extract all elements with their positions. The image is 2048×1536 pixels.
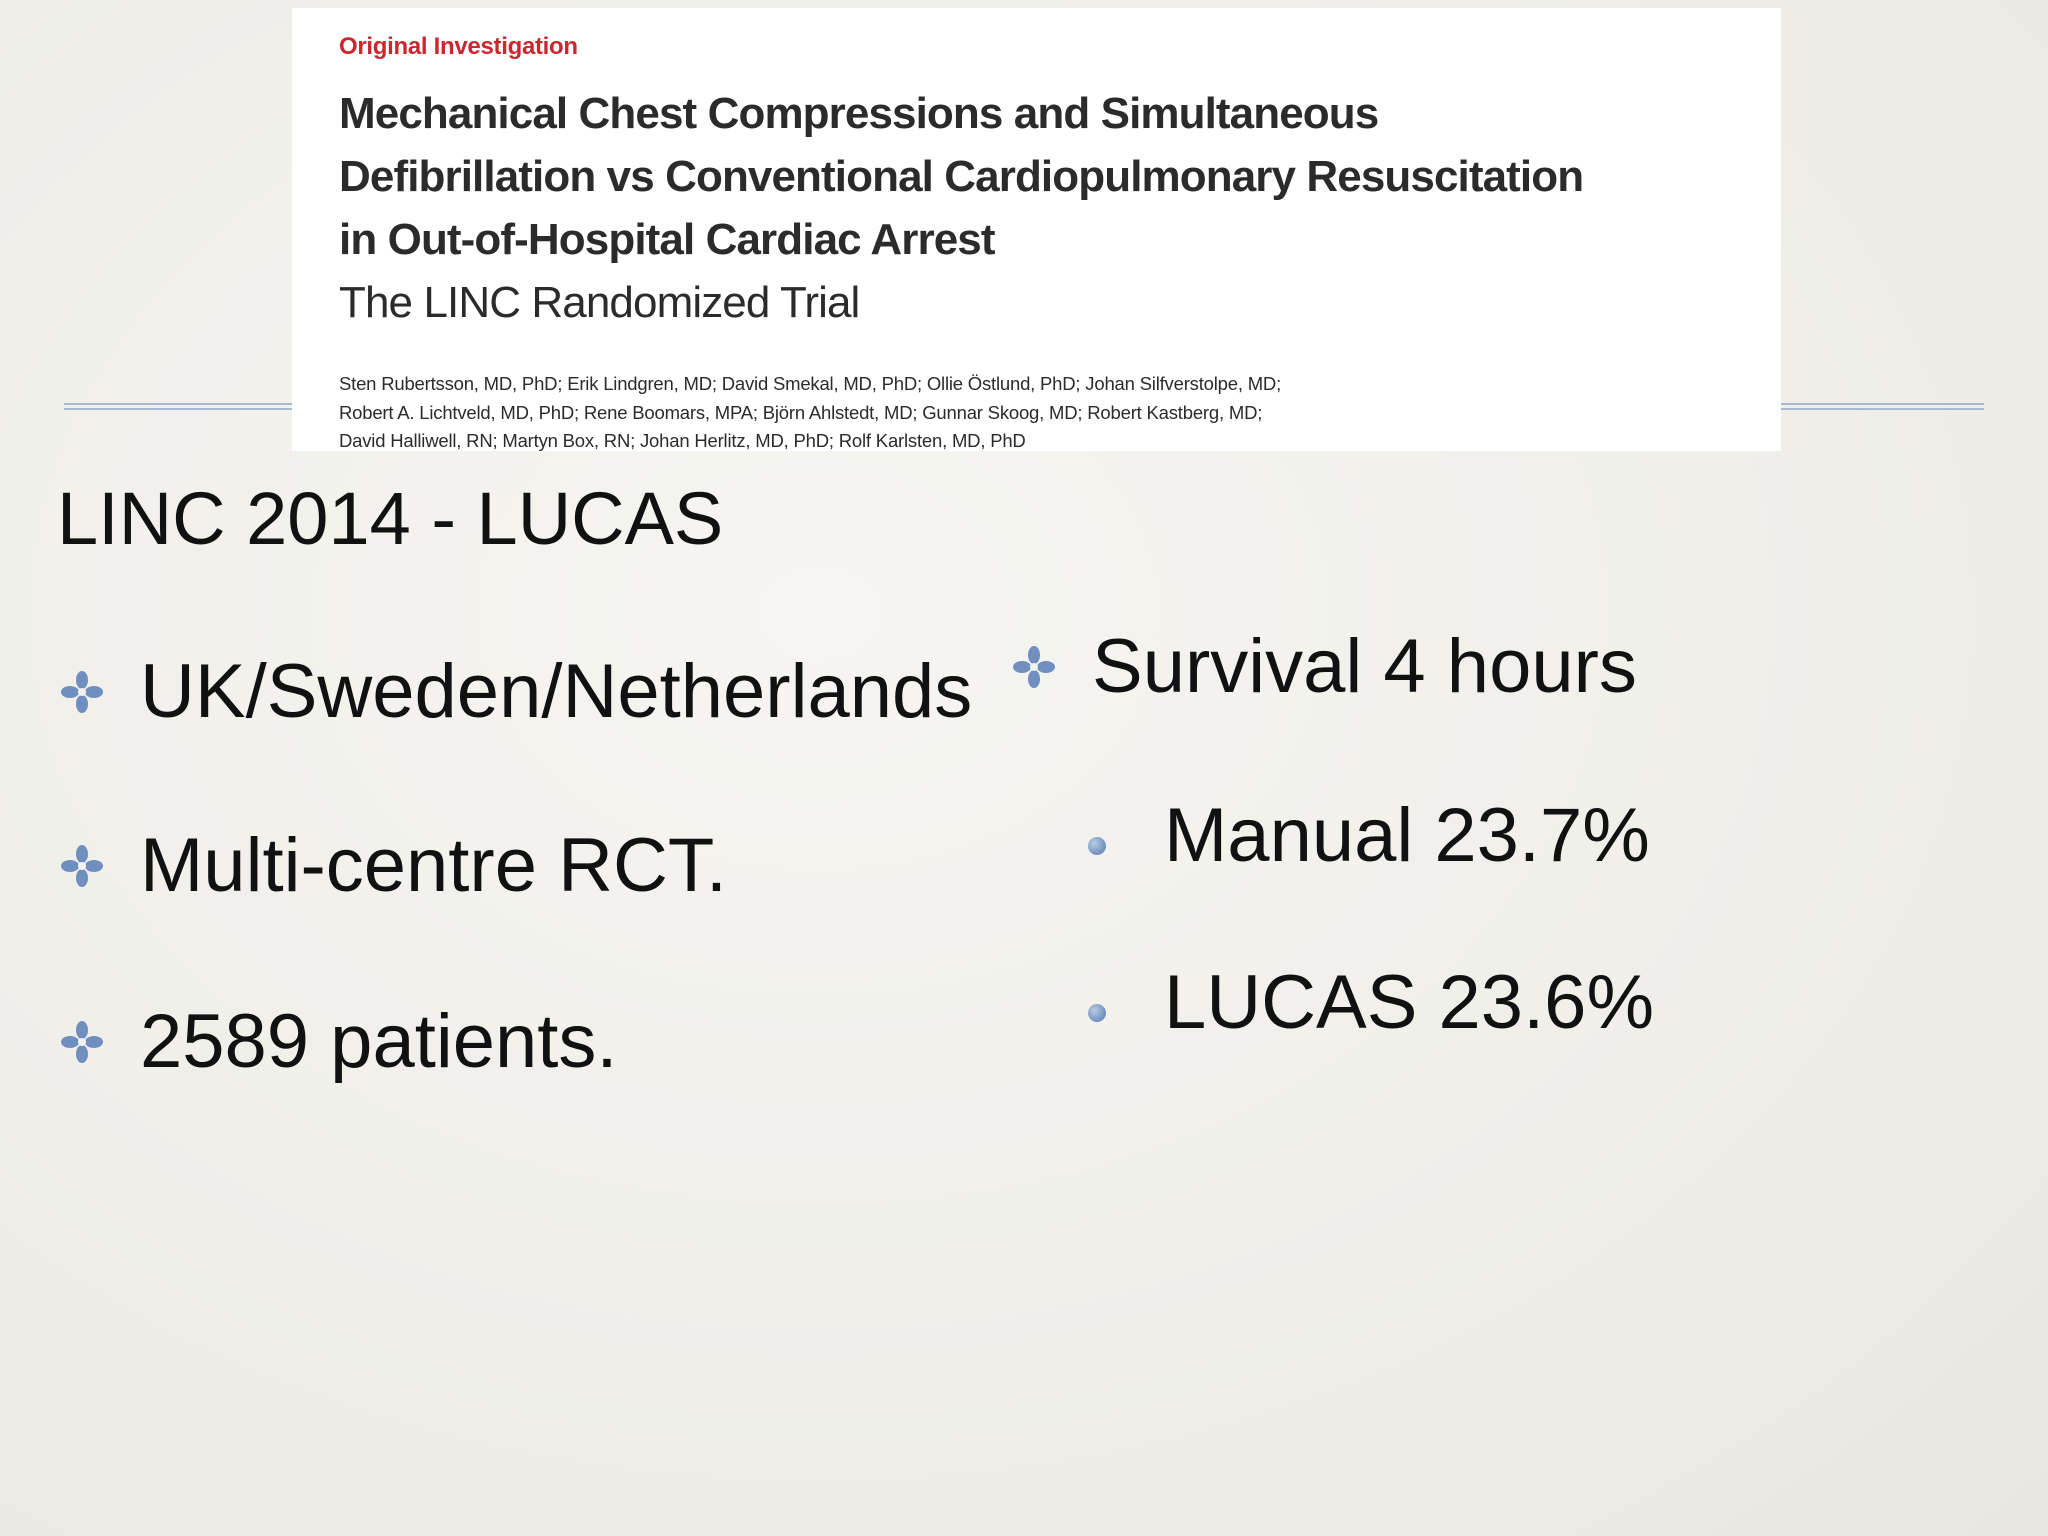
left-bullet-item	[60, 821, 727, 911]
right-bullet-item	[1012, 622, 1637, 712]
paper-title	[339, 82, 1735, 271]
dot-icon	[1088, 1004, 1106, 1022]
paper-author-line: David Halliwell, RN; Martyn Box, RN; Johan Herlitz, MD, PhD; Rolf Karlsten, MD, PhD	[339, 430, 1026, 451]
left-bullet-item	[60, 647, 972, 737]
right-bullet-text: Survival 4 hours	[1092, 624, 1637, 709]
sub-bullet-item	[1088, 791, 1650, 881]
left-bullet-text: UK/Sweden/Netherlands	[140, 649, 973, 734]
paper-authors	[339, 370, 1735, 456]
paper-author-line: Robert A. Lichtveld, MD, PhD; Rene Boomars, MPA; Björn Ahlstedt, MD; Gunnar Skoog, MD; Robert Kastberg, MD;	[339, 401, 1263, 423]
paper-title-line: Mechanical Chest Compressions and Simultaneous	[339, 89, 1379, 138]
four-petal-flower-icon	[60, 1020, 104, 1064]
paper-header-image	[292, 8, 1781, 451]
paper-kicker: Original Investigation	[339, 33, 578, 60]
four-petal-flower-icon	[60, 670, 104, 714]
paper-author-line: Sten Rubertsson, MD, PhD; Erik Lindgren, MD; David Smekal, MD, PhD; Ollie Östlund, PhD; Johan Silfverstolpe, MD;	[339, 373, 1282, 394]
four-petal-flower-icon	[1012, 645, 1056, 689]
paper-title-line: Defibrillation vs Conventional Cardiopulmonary Resuscitation	[339, 152, 1584, 201]
sub-bullet-item	[1088, 958, 1654, 1048]
sub-bullet-text: LUCAS 23.6%	[1164, 960, 1655, 1045]
left-bullet-text: 2589 patients.	[140, 999, 618, 1084]
four-petal-flower-icon	[60, 844, 104, 888]
sub-bullet-text: Manual 23.7%	[1164, 793, 1650, 878]
slide-title: LINC 2014 - LUCAS	[57, 477, 724, 560]
left-bullet-item	[60, 997, 618, 1087]
paper-title-line: in Out-of-Hospital Cardiac Arrest	[339, 215, 995, 264]
left-bullet-text: Multi-centre RCT.	[140, 823, 727, 908]
dot-icon	[1088, 837, 1106, 855]
paper-subtitle: The LINC Randomized Trial	[339, 278, 860, 327]
